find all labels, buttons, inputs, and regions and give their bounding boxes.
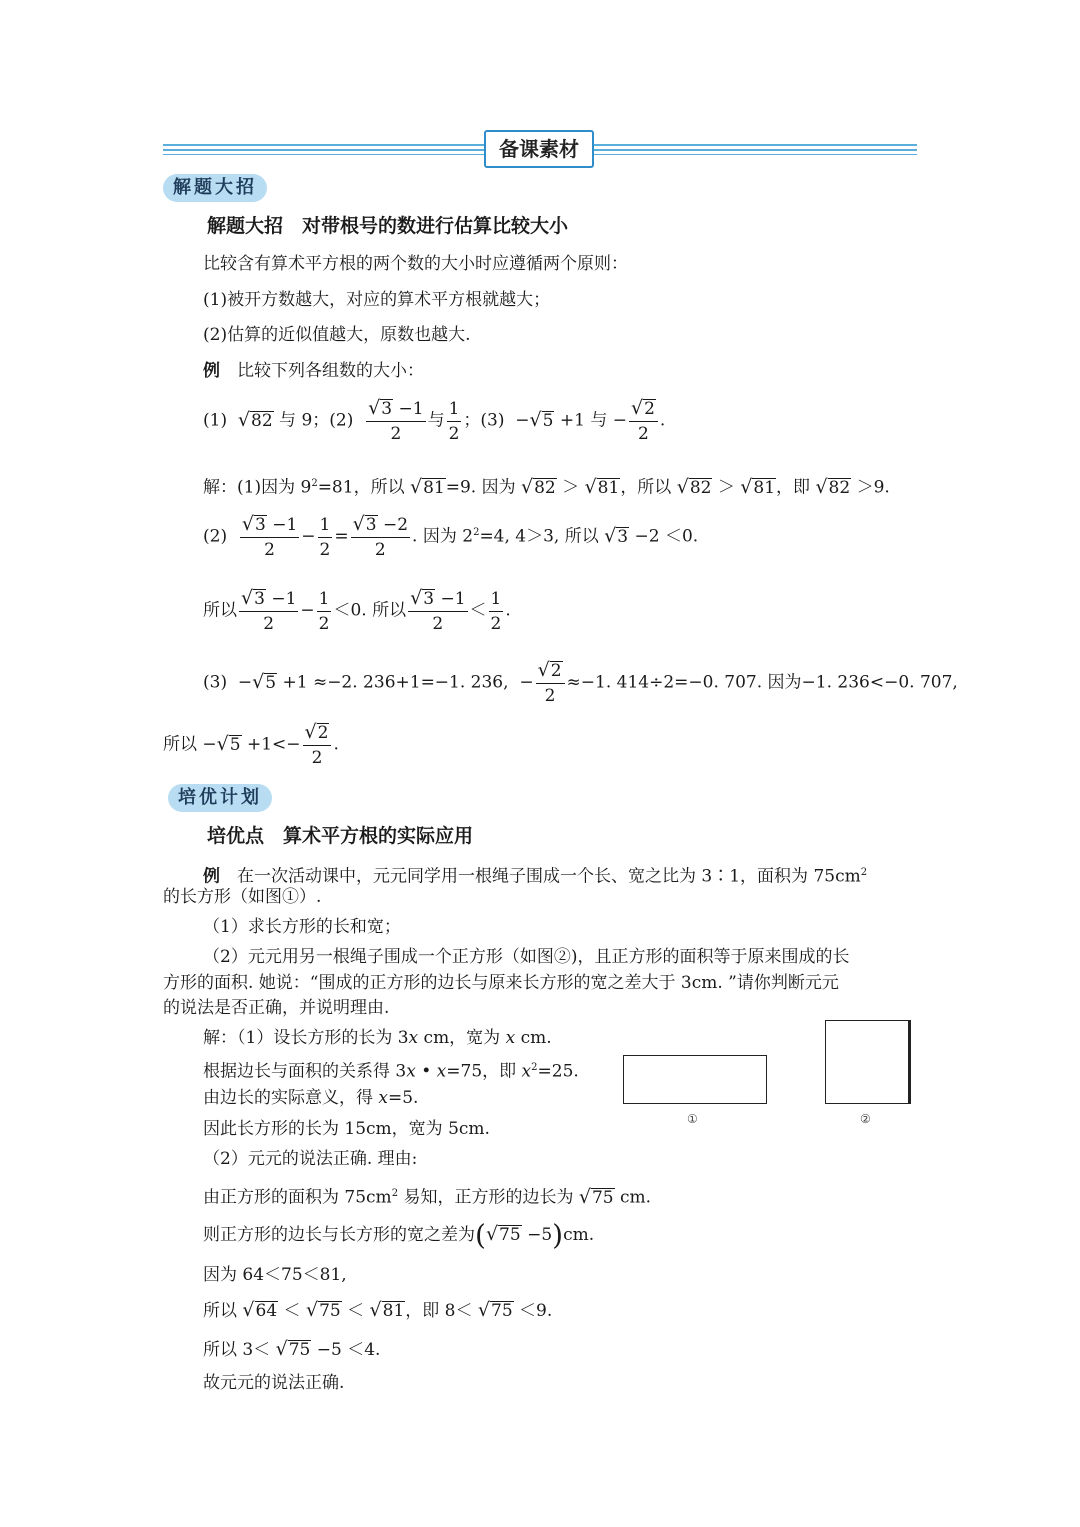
question-2a: （2）元元用另一根绳子围成一个正方形（如图②)，且正方形的面积等于原来围成的长	[203, 947, 850, 967]
figure-rectangle	[623, 1055, 767, 1104]
figure-2-caption: ②	[860, 1112, 871, 1126]
answer-2-line1: 由正方形的面积为 $75cm^2$ 易知，正方形的边长为 √75 cm.	[203, 1185, 652, 1208]
question-2c: 的说法是否正确，并说明理由.	[163, 998, 390, 1018]
answer-2-line5: 所以 3＜ √75 −5 ＜4.	[203, 1338, 381, 1360]
answer-1-line3: 由边长的实际意义，得 x=5.	[203, 1088, 419, 1108]
question-1: （1）求长方形的长和宽；	[203, 917, 401, 937]
solution-3-cont: 所以 −√5 +1<− $\frac{√2}{2}$ .	[163, 721, 339, 768]
example-label: 例	[203, 361, 220, 381]
answer-1-line1: 解：（1）设长方形的长为 3x cm，宽为 x cm.	[203, 1028, 552, 1048]
solution-2: (2) $\frac{√3 -1}{2}$ − $\frac{1}{2}$ = $\frac{√3 -2}{2}$ . 因为 $2^2=4$, 4＞3, 所以 √3 −2 ＜0.	[203, 513, 699, 560]
answer-conclusion: 故元元的说法正确.	[203, 1373, 345, 1393]
solution-3: (3) −√5 +1 ≈−2. 236+1=−1. 236, − $\frac{√2}{2}$ ≈−1. 414÷2=−0. 707. 因为−1. 236<−0. 707,	[203, 659, 958, 706]
example-text: 比较下列各组数的大小：	[237, 361, 424, 381]
answer-2-line3: 因为 64＜75＜81,	[203, 1265, 347, 1285]
solution-2-cont: 所以 $\frac{√3 -1}{2}$ − $\frac{1}{2}$ ＜0. 所以 $\frac{√3 -1}{2}$ ＜ $\frac{1}{2}$ .	[203, 587, 511, 634]
answer-1-line2: 根据边长与面积的关系得 3x • x=75，即 $x^2=25$.	[203, 1061, 579, 1082]
section-title: 解题大招 对带根号的数进行估算比较大小	[207, 215, 569, 237]
problem-p1b: 的长方形（如图①）.	[163, 887, 322, 907]
section-tag-solving: 解题大招	[163, 174, 267, 202]
example-problems: (1) √82 与 9；(2) $\frac{√3 -1}{2}$ 与 $\frac{1}{2}$ ；(3) −√5 +1 与 − $\frac{√2}{2}$ .	[203, 397, 666, 444]
answer-1-line4: 因此长方形的长为 15cm，宽为 5cm.	[203, 1119, 490, 1139]
intro-text: 比较含有算术平方根的两个数的大小时应遵循两个原则：	[203, 254, 628, 274]
problem-p1: 例 在一次活动课中，元元同学用一根绳子围成一个长、宽之比为 3∶1，面积为 $75cm^2$	[203, 866, 868, 887]
problem-p1-text: 在一次活动课中，元元同学用一根绳子围成一个长、宽之比为 3∶1，面积为 75cm	[237, 866, 861, 887]
figure-square	[825, 1020, 911, 1104]
example-line	[203, 360, 424, 382]
question-2b: 方形的面积. 她说：“围成的正方形的边长与原来长方形的宽之差大于 3cm. ”请你判断元元	[163, 973, 839, 993]
example-label-2: 例	[203, 866, 220, 887]
solution-1: 解：(1)因为 $9^2=81$，所以 √81=9. 因为 √82 ＞ √81，所以 √82 ＞ √81，即 √82 ＞9.	[203, 475, 890, 498]
figure-1-caption: ①	[687, 1112, 698, 1126]
section-title-2: 培优点 算术平方根的实际应用	[207, 825, 474, 847]
rule-2: (2)估算的近似值越大，原数也越大.	[203, 325, 471, 345]
answer-2-line4: 所以 √64 ＜ √75 ＜ √81，即 8＜ √75 ＜9.	[203, 1299, 553, 1321]
answer-2-line2: 则正方形的边长与长方形的宽之差为(√75 −5)cm.	[203, 1218, 595, 1252]
rule-1: (1)被开方数越大，对应的算术平方根就越大；	[203, 290, 551, 310]
answer-2-head: （2）元元的说法正确. 理由:	[203, 1149, 418, 1169]
header-label: 备课素材	[484, 130, 594, 168]
section-tag-enrichment: 培优计划	[168, 784, 272, 812]
